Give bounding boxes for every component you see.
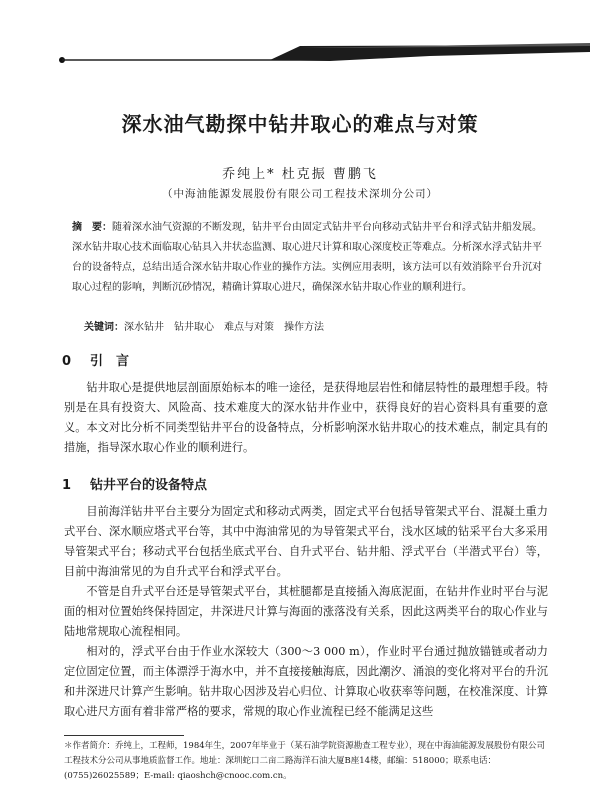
- section-number: 0: [62, 354, 72, 369]
- section-title: 引 言: [90, 354, 130, 369]
- header-brush-stroke: [270, 45, 590, 61]
- abstract-text: 随着深水油气资源的不断发现，钻井平台由固定式钻井平台向移动式钻井平台和浮式钻井船发展。深水钻井取心技术面临取心钻具入井状态监测、取心进尺计算和取心深度校正等难点。分析深水浮式钻井平台的设备特点，总结出适合深水钻井取心作业的操作方法。实例应用表明，该方法可以有效消除平台升沉对取心过程的影响，判断沉砂情况，精确计算取心进尺，确保深水钻井取心作业的顺利进行。: [72, 222, 542, 293]
- paragraph: 相对的，浮式平台由于作业水深较大（300～3 000 m），作业时平台通过抛放锚链或者动力定位固定位置，而主体漂浮于海水中，并不直接接触海底，因此潮汐、涌浪的变化将对平台的升沉和井深进尺计算产生影响。钻井取心因涉及岩心归位、计算取心收获率等问题，在校准深度、计算取心进尺方面有着非常严格的要求，常规的取心作业流程已经不能满足这些: [64, 645, 548, 718]
- abstract-label: 摘 要：: [72, 222, 112, 233]
- keywords: [84, 318, 550, 333]
- paragraph: 目前海洋钻井平台主要分为固定式和移动式两类，固定式平台包括导管架式平台、混凝土重力式平台、深水顺应塔式平台等，其中中海油常见的为导管架式平台，浅水区域的钻采平台大多采用导管架式平台；移动式平台包括坐底式平台、自升式平台、钻井船、浮式平台（半潜式平台）等，目前中海油常见的为自升式平台和浮式平台。: [64, 505, 548, 578]
- paragraph: 钻井取心是提供地层剖面原始标本的唯一途径，是获得地层岩性和储层特性的最理想手段。特别是在具有投资大、风险高、技术难度大的深水钻井作业中，获得良好的岩心资料具有重要的意义。本文对比分析不同类型钻井平台的设备特点，分析影响深水钻井取心的技术难点，制定具有的措施，指导深水取心作业的顺利进行。: [64, 381, 548, 454]
- paragraph: 不管是自升式平台还是导管架式平台，其桩腿都是直接插入海底泥面，在钻井作业时平台与泥面的相对位置始终保持固定，井深进尺计算与海面的涨落没有关系，因此这两类平台的取心作业与陆地常规取心流程相同。: [64, 585, 548, 638]
- section-heading-intro: [62, 350, 129, 369]
- keywords-text: 深水钻井 钻井取心 难点与对策 操作方法: [124, 322, 324, 333]
- abstract: [72, 218, 550, 298]
- footnote: ＊作者简介：乔纯上，工程师，1984年生，2007年毕业于（某石油学院资源勘查工程专业），现在中海油能源发展股份有限公司工程技术分公司从事地质监督工作。地址：深圳蛇口二亩二路海洋石油大厦B座14楼，邮编：518000；联系电话：(0755)26025589；E-mail: qiaoshch@cnooc.com.cn。: [64, 741, 546, 781]
- section-title: 钻井平台的设备特点: [90, 478, 208, 493]
- header-decoration-bar: [0, 42, 600, 64]
- keywords-label: 关键词：: [84, 322, 124, 333]
- authors: 乔纯上* 杜克振 曹鹏飞: [222, 167, 378, 182]
- affiliation: （中海油能源发展股份有限公司工程技术深圳分公司）: [162, 188, 438, 200]
- section-heading-equipment: [62, 474, 207, 493]
- section-number: 1: [62, 478, 72, 493]
- footnote-rule: [64, 735, 184, 736]
- page-title: 深水油气勘探中钻井取心的难点与对策: [121, 112, 479, 136]
